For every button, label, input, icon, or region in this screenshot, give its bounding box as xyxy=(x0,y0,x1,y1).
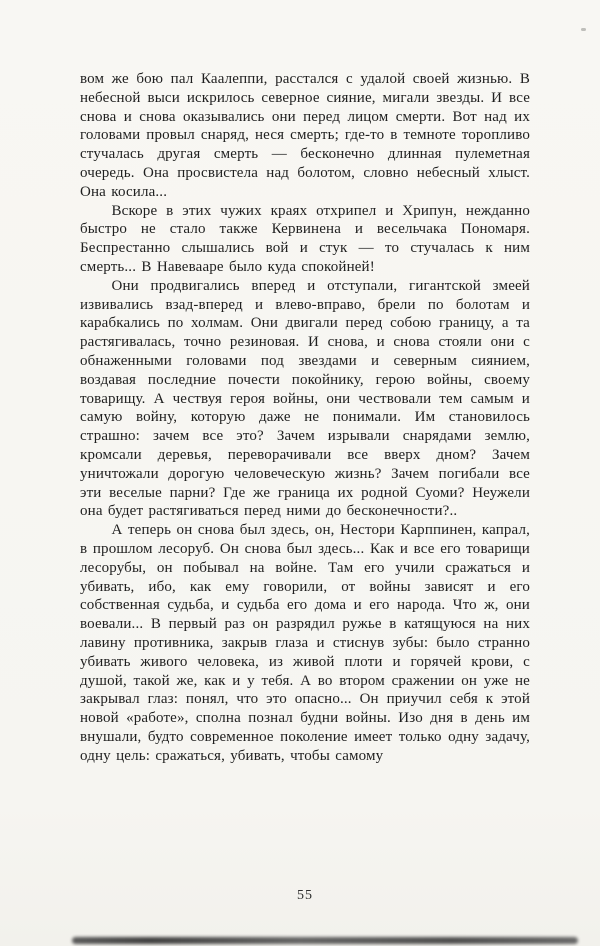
scan-edge-artifact xyxy=(72,937,578,944)
page-text xyxy=(80,70,530,765)
paragraph: Они продвигались вперед и отступали, гигантской змеей извивались взад-вперед и влево-вправо, брели по болотам и карабкались по холмам. Они двигали перед собою границу, а та растягивалась, точно резиновая. И снова, и снова стояли они с обнаженными головами под звездами и северным сиянием, воздавая последние почести покойнику, герою войны, своему товарищу. А чествуя героя войны, они чествовали тем самым и самую войну, которую даже не понимали. Им становилось страшно: зачем все это? Зачем изрывали снарядами землю, кромсали деревья, переворачивали все вверх дном? Зачем уничтожали дорогую человеческую жизнь? Зачем погибали все эти веселые парни? Где же граница их родной Суоми? Неужели она будет растягиваться перед ними до бесконечности?.. xyxy=(80,277,530,520)
paragraph: Вскоре в этих чужих краях отхрипел и Хрипун, нежданно быстро не стало также Кервинена и весельчака Пономаря. Беспрестанно слышались вой и стук — то стучалась к ним смерть... В Навевааре было куда спокойней! xyxy=(80,202,530,275)
paragraph-continuation: вом же бою пал Каалеппи, расстался с удалой своей жизнью. В небесной выси искрилось северное сияние, мигали звезды. И все снова и снова оказывались они перед лицом смерти. Вот над их головами провыл снаряд, неся смерть; где-то в темноте торопливо стучалась другая смерть — бесконечно длинная пулеметная очередь. Она просвистела над болотом, словно небесный хлыст. Она косила... xyxy=(80,71,530,200)
scan-corner-speck xyxy=(581,28,586,31)
page-number: 55 xyxy=(297,888,313,903)
paragraph: А теперь он снова был здесь, он, Нестори Карппинен, капрал, в прошлом лесоруб. Он снова был здесь... Как и все его товарищи лесорубы, он побывал на войне. Там его учили сражаться и убивать, ибо, как ему говорили, от войны зависят и его собственная судьба, и судьба его дома и его народа. Что ж, они воевали... В первый раз он разрядил ружье в катящуюся на них лавину противника, закрыв глаза и стиснув зубы: было странно убивать живого человека, из живой плоти и горячей крови, с душой, такой же, как и у тебя. А во втором сражении он уже не закрывал глаз: понял, что это опасно... Он приучил себя к этой новой «работе», сполна познал будни войны. Изо дня в день им внушали, будто современное поколение имеет только одну задачу, одну цель: сражаться, убивать, чтобы самому xyxy=(80,522,530,764)
